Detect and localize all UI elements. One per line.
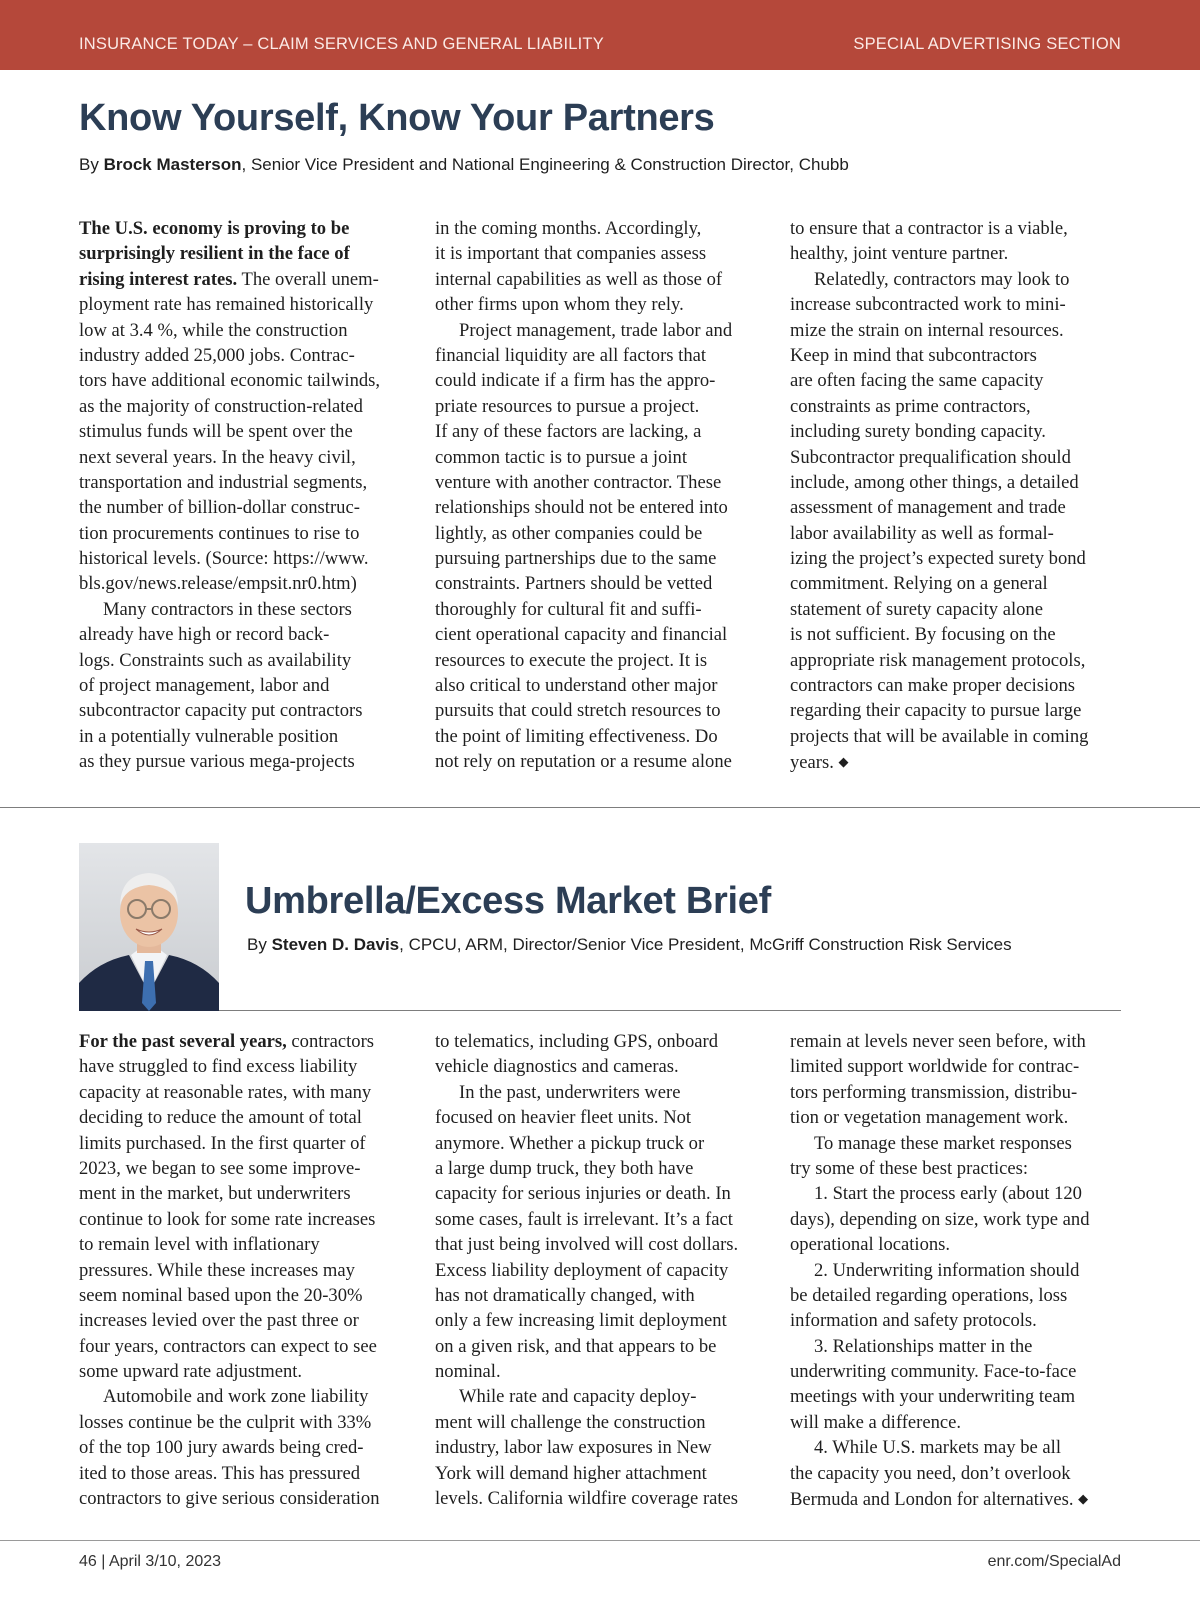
line-text: regarding their capacity to pursue large — [790, 700, 1082, 722]
line-text: have struggled to find excess liability — [79, 1056, 358, 1078]
line-text: increases levied over the past three or — [79, 1310, 359, 1332]
line-text: in the coming months. Accordingly, — [435, 218, 702, 239]
author-photo — [79, 843, 219, 1011]
bold-lead-text: rising interest rates. — [79, 268, 238, 290]
text-line — [79, 698, 409, 723]
text-line — [790, 622, 1120, 647]
text-line — [79, 1258, 409, 1283]
line-text: also critical to understand other major — [435, 675, 718, 697]
text-line — [435, 1232, 765, 1257]
text-line — [790, 1156, 1120, 1181]
text-line — [435, 318, 765, 343]
line-text: continue to look for some rate increases — [79, 1208, 376, 1230]
line-text: contractors can make proper decisions — [790, 675, 1075, 697]
text-line — [435, 368, 765, 393]
line-text: pursuits that could stretch resources to — [435, 700, 721, 722]
line-text: Relatedly, contractors may look to — [814, 268, 1070, 290]
line-text: anymore. Whether a pickup truck or — [435, 1132, 705, 1154]
text-line — [790, 648, 1120, 673]
line-text: 4. While U.S. markets may be all — [814, 1437, 1062, 1459]
text-line — [435, 1131, 765, 1156]
line-text: ment in the market, but underwriters — [79, 1183, 351, 1205]
text-line — [79, 622, 409, 647]
section-header-bar — [0, 0, 1200, 70]
text-line — [790, 521, 1120, 546]
text-line — [435, 419, 765, 444]
byline-prefix: By — [247, 935, 272, 954]
line-text: will make a difference. — [790, 1411, 962, 1433]
line-text: Many contractors in these sectors — [103, 598, 352, 620]
line-text: industry added 25,000 jobs. Contrac- — [79, 344, 355, 366]
text-line — [435, 1410, 765, 1435]
line-text: pressures. While these increases may — [79, 1259, 355, 1281]
article-1-column-2 — [435, 216, 765, 775]
article-1-column-3 — [790, 216, 1120, 775]
line-text: on a given risk, and that appears to be — [435, 1335, 717, 1357]
line-text: historical levels. (Source: https://www. — [79, 548, 369, 570]
text-line — [79, 1410, 409, 1435]
text-line — [790, 394, 1120, 419]
line-text: increase subcontracted work to mini- — [790, 294, 1066, 316]
article-2-column-3 — [790, 1029, 1120, 1511]
text-line — [435, 292, 765, 317]
line-text: as they pursue various mega-projects — [79, 751, 355, 773]
line-text: low at 3.4 %, while the construction — [79, 319, 348, 341]
line-text: projects that will be available in coming — [790, 725, 1089, 747]
text-line — [79, 419, 409, 444]
text-line — [435, 445, 765, 470]
line-text: next several years. In the heavy civil, — [79, 446, 356, 468]
text-line — [79, 1359, 409, 1384]
line-text: including surety bonding capacity. — [790, 421, 1046, 443]
text-line — [790, 1435, 1120, 1460]
text-line — [790, 318, 1120, 343]
text-line — [790, 1131, 1120, 1156]
text-line — [435, 470, 765, 495]
text-line — [435, 1283, 765, 1308]
text-line — [79, 1486, 409, 1511]
text-line — [79, 267, 409, 292]
text-line — [79, 343, 409, 368]
line-text: underwriting community. Face-to-face — [790, 1361, 1077, 1383]
line-text: assessment of management and trade — [790, 497, 1066, 519]
advertising-section-label: SPECIAL ADVERTISING SECTION — [853, 35, 1121, 53]
line-text: focused on heavier fleet units. Not — [435, 1107, 692, 1129]
text-line — [79, 1435, 409, 1460]
line-text: limited support worldwide for contrac- — [790, 1056, 1080, 1078]
line-text: To manage these market responses — [814, 1132, 1072, 1154]
text-line — [790, 445, 1120, 470]
line-text: venture with another contractor. These — [435, 471, 722, 493]
publication-section-label: INSURANCE TODAY – CLAIM SERVICES AND GENERAL LIABILITY — [79, 35, 604, 53]
line-text: the capacity you need, don’t overlook — [790, 1462, 1071, 1484]
text-line — [79, 597, 409, 622]
line-text: of project management, labor and — [79, 675, 330, 697]
line-text: include, among other things, a detailed — [790, 471, 1079, 493]
text-line — [790, 1054, 1120, 1079]
line-text: operational locations. — [790, 1234, 951, 1256]
line-text: capacity at reasonable rates, with many — [79, 1081, 372, 1103]
line-text: losses continue be the culprit with 33% — [79, 1411, 372, 1433]
line-text: contractors to give serious consideration — [79, 1488, 380, 1510]
text-line — [435, 749, 765, 774]
text-line — [435, 571, 765, 596]
text-line — [790, 1410, 1120, 1435]
text-line — [790, 1283, 1120, 1308]
text-line — [79, 749, 409, 774]
line-text: Subcontractor prequalification should — [790, 446, 1071, 468]
text-line — [790, 1029, 1120, 1054]
line-text: resources to execute the project. It is — [435, 649, 708, 671]
line-text: only a few increasing limit deployment — [435, 1310, 727, 1332]
text-line — [790, 1105, 1120, 1130]
article-divider — [0, 807, 1200, 808]
line-text: tion or vegetation management work. — [790, 1107, 1069, 1129]
line-text: Project management, trade labor and — [459, 319, 733, 341]
line-text: in a potentially vulnerable position — [79, 725, 339, 747]
line-text: commitment. Relying on a general — [790, 573, 1048, 595]
text-line — [435, 1080, 765, 1105]
line-text: information and safety protocols. — [790, 1310, 1037, 1332]
article-2-header-rule — [219, 1010, 1121, 1011]
text-line — [79, 1181, 409, 1206]
line-text: ment will challenge the construction — [435, 1411, 706, 1433]
text-line — [435, 1029, 765, 1054]
line-text: tors performing transmission, distribu- — [790, 1081, 1078, 1103]
byline-role: , Senior Vice President and National Engineering & Construction Director, Chubb — [241, 155, 849, 174]
line-text: constraints as prime contractors, — [790, 395, 1031, 417]
article-2-column-2 — [435, 1029, 765, 1511]
line-text: has not dramatically changed, with — [435, 1284, 695, 1306]
line-text: York will demand higher attachment — [435, 1462, 707, 1484]
text-line — [790, 470, 1120, 495]
text-line — [790, 292, 1120, 317]
line-text: internal capabilities as well as those of — [435, 268, 723, 290]
line-text: levels. California wildfire coverage rates — [435, 1488, 739, 1510]
line-text: labor availability as well as formal- — [790, 522, 1054, 544]
text-line — [435, 1334, 765, 1359]
line-text: tion procurements continues to rise to — [79, 522, 360, 544]
text-line — [435, 267, 765, 292]
line-text: mize the strain on internal resources. — [790, 319, 1064, 341]
line-text: healthy, joint venture partner. — [790, 243, 1009, 265]
text-line — [435, 1461, 765, 1486]
line-text: ited to those areas. This has pressured — [79, 1462, 361, 1484]
line-text: is not sufficient. By focusing on the — [790, 624, 1056, 646]
text-line — [435, 394, 765, 419]
line-text: Excess liability deployment of capacity — [435, 1259, 729, 1281]
line-text: constraints. Partners should be vetted — [435, 573, 713, 595]
text-line — [79, 495, 409, 520]
text-line — [790, 1461, 1120, 1486]
line-text: cient operational capacity and financial — [435, 624, 728, 646]
text-line — [790, 1359, 1120, 1384]
line-text: deciding to reduce the amount of total — [79, 1107, 362, 1129]
line-text: appropriate risk management protocols, — [790, 649, 1086, 671]
line-text: to telematics, including GPS, onboard — [435, 1031, 719, 1052]
text-line — [435, 648, 765, 673]
bold-lead-text: The U.S. economy is proving to be — [79, 218, 350, 239]
line-text: transportation and industrial segments, — [79, 471, 368, 493]
article-2-byline — [247, 935, 1012, 955]
line-text: capacity for serious injuries or death. In — [435, 1183, 731, 1205]
article-2-column-1 — [79, 1029, 409, 1511]
text-line — [79, 1334, 409, 1359]
line-text: bls.gov/news.release/empsit.nr0.htm) — [79, 573, 357, 595]
line-text: not rely on reputation or a resume alone — [435, 751, 732, 773]
line-text: a large dump truck, they both have — [435, 1157, 694, 1179]
text-line — [435, 1054, 765, 1079]
bold-lead-text: For the past several years, — [79, 1031, 287, 1052]
article-1-column-1 — [79, 216, 409, 775]
line-text: Automobile and work zone liability — [103, 1386, 369, 1408]
text-line — [79, 445, 409, 470]
line-text: contractors — [286, 1031, 375, 1052]
end-mark-icon: ◆ — [838, 754, 849, 770]
text-line — [79, 1105, 409, 1130]
line-text: other firms upon whom they rely. — [435, 294, 684, 316]
line-text: are often facing the same capacity — [790, 370, 1044, 392]
text-line — [435, 343, 765, 368]
text-line — [790, 1181, 1120, 1206]
line-text: limits purchased. In the first quarter of — [79, 1132, 366, 1154]
line-text: izing the project’s expected surety bond — [790, 548, 1086, 570]
text-line — [79, 1156, 409, 1181]
text-line — [790, 343, 1120, 368]
line-text: be detailed regarding operations, loss — [790, 1284, 1068, 1306]
author-portrait-image — [79, 843, 219, 1011]
footer-rule — [0, 1540, 1200, 1541]
text-line — [435, 698, 765, 723]
text-line — [79, 673, 409, 698]
text-line — [435, 1156, 765, 1181]
text-line — [790, 1258, 1120, 1283]
text-line — [435, 1105, 765, 1130]
text-line — [790, 749, 1120, 774]
text-line — [790, 1207, 1120, 1232]
line-text: Bermuda and London for alternatives. — [790, 1489, 1079, 1511]
text-line — [435, 1486, 765, 1511]
line-text: financial liquidity are all factors that — [435, 344, 707, 366]
text-line — [435, 673, 765, 698]
text-line — [435, 1384, 765, 1409]
byline-author: Steven D. Davis — [271, 935, 400, 954]
text-line — [79, 1054, 409, 1079]
line-text: some cases, fault is irrelevant. It’s a fact — [435, 1208, 733, 1230]
text-line — [790, 673, 1120, 698]
line-text: subcontractor capacity put contractors — [79, 700, 363, 722]
line-text: try some of these best practices: — [790, 1157, 1029, 1179]
text-line — [435, 724, 765, 749]
line-text: In the past, underwriters were — [459, 1081, 681, 1103]
line-text: to ensure that a contractor is a viable, — [790, 218, 1068, 239]
line-text: as the majority of construction-related — [79, 395, 363, 417]
text-line — [79, 1080, 409, 1105]
text-line — [435, 546, 765, 571]
line-text: common tactic is to pursue a joint — [435, 446, 687, 468]
text-line — [79, 1308, 409, 1333]
text-line — [79, 1207, 409, 1232]
text-line — [790, 216, 1120, 241]
text-line — [79, 368, 409, 393]
text-line — [435, 597, 765, 622]
byline-author: Brock Masterson — [103, 155, 242, 174]
text-line — [79, 521, 409, 546]
line-text: years. — [790, 752, 839, 774]
line-text: stimulus funds will be spent over the — [79, 421, 353, 443]
line-text: 1. Start the process early (about 120 — [814, 1183, 1082, 1205]
line-text: industry, labor law exposures in New — [435, 1437, 712, 1459]
text-line — [79, 648, 409, 673]
line-text: pursuing partnerships due to the same — [435, 548, 717, 570]
text-line — [79, 571, 409, 596]
text-line — [435, 1308, 765, 1333]
text-line — [79, 1232, 409, 1257]
text-line — [435, 1181, 765, 1206]
line-text: that just being involved will cost dollars. — [435, 1234, 739, 1256]
text-line — [79, 241, 409, 266]
text-line — [790, 1334, 1120, 1359]
text-line — [790, 1308, 1120, 1333]
line-text: lightly, as other companies could be — [435, 522, 703, 544]
bold-lead-text: surprisingly resilient in the face of — [79, 243, 350, 265]
line-text: thoroughly for cultural fit and suffi- — [435, 598, 702, 620]
byline-prefix: By — [79, 155, 104, 174]
text-line — [79, 1461, 409, 1486]
line-text: the point of limiting effectiveness. Do — [435, 725, 718, 747]
text-line — [790, 1232, 1120, 1257]
line-text: tors have additional economic tailwinds, — [79, 370, 381, 392]
byline-role: , CPCU, ARM, Director/Senior Vice President, McGriff Construction Risk Services — [399, 935, 1012, 954]
text-line — [790, 1486, 1120, 1511]
text-line — [79, 1029, 409, 1054]
line-text: could indicate if a firm has the appro- — [435, 370, 716, 392]
text-line — [435, 1207, 765, 1232]
text-line — [435, 1359, 765, 1384]
text-line — [79, 292, 409, 317]
line-text: of the top 100 jury awards being cred- — [79, 1437, 364, 1459]
text-line — [79, 546, 409, 571]
text-line — [435, 495, 765, 520]
text-line — [790, 1080, 1120, 1105]
text-line — [435, 1258, 765, 1283]
line-text: 3. Relationships matter in the — [814, 1335, 1033, 1357]
text-line — [790, 571, 1120, 596]
text-line — [79, 216, 409, 241]
text-line — [790, 495, 1120, 520]
line-text: to remain level with inflationary — [79, 1234, 320, 1256]
line-text: nominal. — [435, 1361, 501, 1383]
line-text: 2023, we began to see some improve- — [79, 1157, 361, 1179]
line-text: vehicle diagnostics and cameras. — [435, 1056, 679, 1078]
line-text: it is important that companies assess — [435, 243, 707, 265]
line-text: remain at levels never seen before, with — [790, 1031, 1086, 1052]
text-line — [79, 1384, 409, 1409]
footer-url[interactable]: enr.com/SpecialAd — [987, 1553, 1121, 1570]
line-text: 2. Underwriting information should — [814, 1259, 1080, 1281]
line-text: ployment rate has remained historically — [79, 294, 374, 316]
text-line — [79, 394, 409, 419]
text-line — [79, 1283, 409, 1308]
line-text: days), depending on size, work type and — [790, 1208, 1090, 1230]
line-text: four years, contractors can expect to see — [79, 1335, 377, 1357]
text-line — [790, 368, 1120, 393]
text-line — [790, 597, 1120, 622]
text-line — [79, 318, 409, 343]
end-mark-icon: ◆ — [1078, 1491, 1089, 1507]
text-line — [435, 521, 765, 546]
text-line — [79, 724, 409, 749]
line-text: statement of surety capacity alone — [790, 598, 1043, 620]
line-text: While rate and capacity deploy- — [459, 1386, 697, 1408]
text-line — [79, 470, 409, 495]
line-text: logs. Constraints such as availability — [79, 649, 352, 671]
text-line — [435, 1435, 765, 1460]
line-text: seem nominal based upon the 20-30% — [79, 1284, 363, 1306]
article-1-title: Know Yourself, Know Your Partners — [79, 97, 715, 139]
page-number-date: 46 | April 3/10, 2023 — [79, 1553, 222, 1570]
line-text: some upward rate adjustment. — [79, 1361, 303, 1383]
line-text: priate resources to pursue a project. — [435, 395, 700, 417]
text-line — [790, 546, 1120, 571]
article-2-title: Umbrella/Excess Market Brief — [245, 880, 771, 922]
line-text: The overall unem- — [237, 268, 379, 290]
text-line — [79, 1131, 409, 1156]
text-line — [790, 698, 1120, 723]
text-line — [435, 216, 765, 241]
text-line — [790, 267, 1120, 292]
line-text: the number of billion-dollar construc- — [79, 497, 360, 519]
line-text: If any of these factors are lacking, a — [435, 421, 702, 443]
text-line — [790, 419, 1120, 444]
line-text: relationships should not be entered into — [435, 497, 728, 519]
line-text: already have high or record back- — [79, 624, 330, 646]
text-line — [790, 241, 1120, 266]
line-text: meetings with your underwriting team — [790, 1386, 1076, 1408]
text-line — [435, 241, 765, 266]
text-line — [790, 724, 1120, 749]
text-line — [790, 1384, 1120, 1409]
text-line — [435, 622, 765, 647]
line-text: Keep in mind that subcontractors — [790, 344, 1037, 366]
article-1-byline — [79, 155, 849, 175]
